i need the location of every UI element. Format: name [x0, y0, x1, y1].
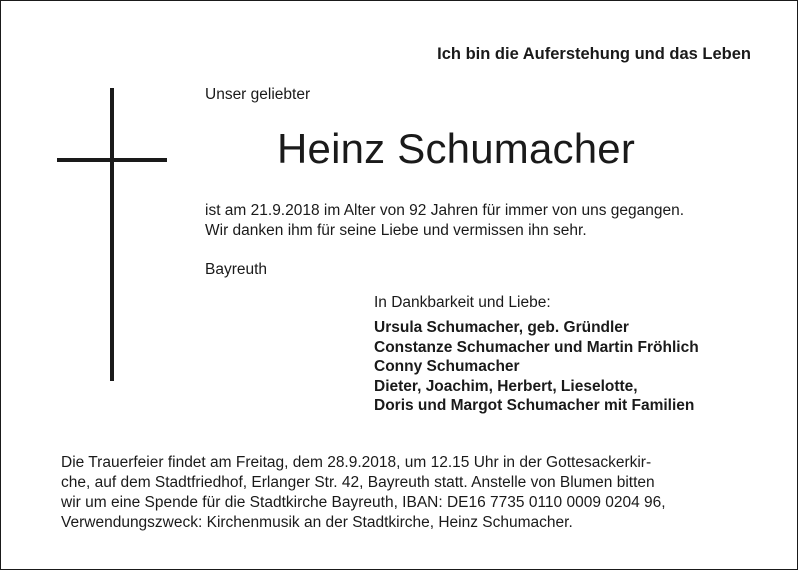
funeral-info — [61, 453, 666, 533]
funeral-info-line: wir um eine Spende für die Stadtkirche Bayreuth, IBAN: DE16 7735 0110 0009 0204 96, — [61, 494, 666, 511]
announcement-line: Wir danken ihm für seine Liebe und vermissen ihn sehr. — [205, 222, 587, 239]
mourners-list — [374, 318, 699, 416]
thanks-heading: In Dankbarkeit und Liebe: — [374, 294, 551, 311]
funeral-info-line: Die Trauerfeier findet am Freitag, dem 28.9.2018, um 12.15 Uhr in der Gottesackerkir- — [61, 454, 652, 471]
funeral-info-line: Verwendungszweck: Kirchenmusik an der Stadtkirche, Heinz Schumacher. — [61, 514, 573, 531]
funeral-info-line: che, auf dem Stadtfriedhof, Erlanger Str. 42, Bayreuth statt. Anstelle von Blumen bitten — [61, 474, 655, 491]
mourner-entry: Dieter, Joachim, Herbert, Lieselotte, — [374, 377, 638, 395]
cross-icon — [110, 88, 114, 381]
intro-text: Unser geliebter — [205, 86, 311, 103]
announcement-line: ist am 21.9.2018 im Alter von 92 Jahren für immer von uns gegangen. — [205, 202, 685, 219]
mourner-entry: Conny Schumacher — [374, 358, 520, 375]
mourner-entry: Constanze Schumacher und Martin Fröhlich — [374, 338, 699, 356]
cross-icon-crossbar — [57, 158, 167, 162]
mourner-entry: Ursula Schumacher, geb. Gründler — [374, 319, 629, 336]
deceased-name: Heinz Schumacher — [277, 125, 636, 172]
motto: Ich bin die Auferstehung und das Leben — [437, 45, 751, 63]
mourner-entry: Doris und Margot Schumacher mit Familien — [374, 397, 695, 414]
place: Bayreuth — [205, 261, 268, 278]
announcement-text — [205, 201, 684, 241]
